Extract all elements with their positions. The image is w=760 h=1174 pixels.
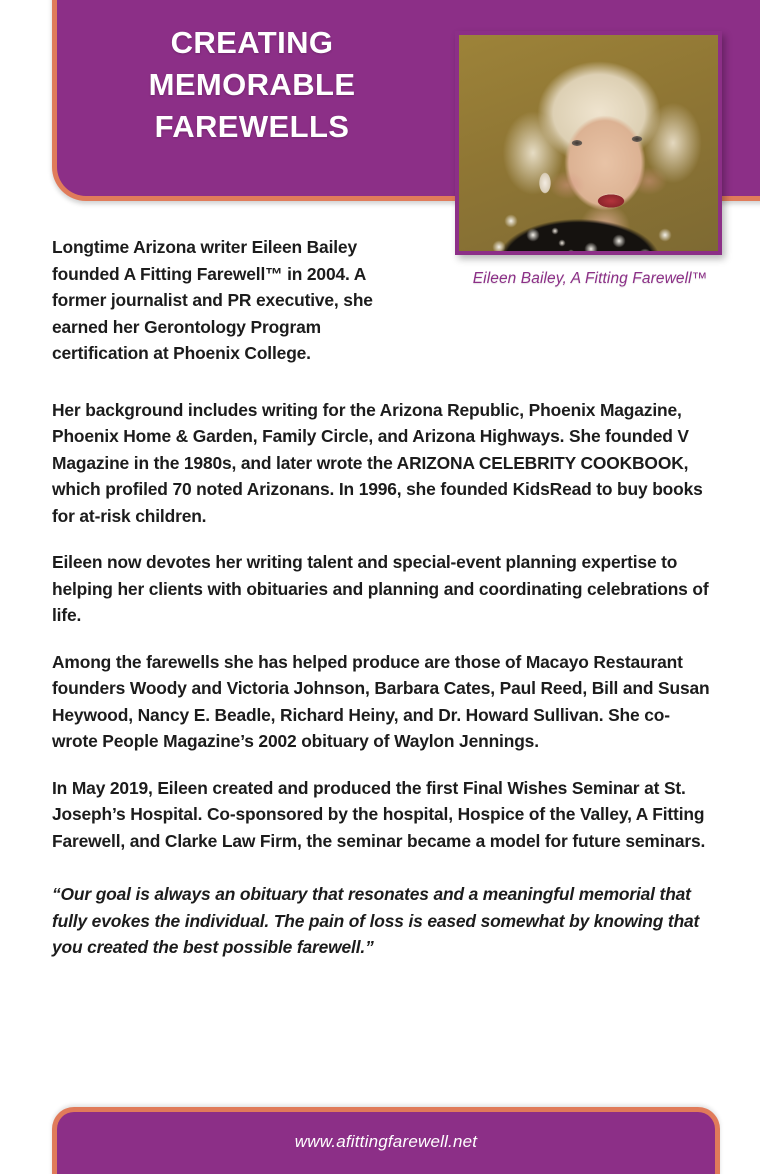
page-title xyxy=(52,22,452,148)
portrait-photo xyxy=(455,31,722,255)
portrait-caption: Eileen Bailey, A Fitting Farewell™ xyxy=(472,270,708,287)
footer-bar xyxy=(52,1107,720,1174)
paragraph-background: Her background includes writing for the Arizona Republic, Phoenix Magazine, Phoenix Home & Garden, Family Circle, and Arizona Highways. She founded V Magazine in the 1980s, and later wrote the ARIZONA CELEBRITY COOKBOOK, which profiled 70 noted Arizonans. In 1996, she founded KidsRead to buy books for at-risk children. xyxy=(52,399,703,526)
paragraph-seminar: In May 2019, Eileen created and produced the first Final Wishes Seminar at St. Joseph’s Hospital. Co-sponsored by the hospital, Hospice of the Valley, A Fitting Farewell, and Clarke Law Firm, the seminar became a model for future seminars. xyxy=(52,777,706,851)
page-title-line-1: CREATING xyxy=(170,25,334,60)
pull-quote: “Our goal is always an obituary that resonates and a meaningful memorial that fully evokes the individual. The pain of loss is eased somewhat by knowing that you created the best possible farewell.” xyxy=(52,884,700,957)
page-title-line-3: FAREWELLS xyxy=(154,109,350,144)
portrait-image xyxy=(459,35,718,251)
paragraph-intro: Longtime Arizona writer Eileen Bailey founded A Fitting Farewell™ in 2004. A former journalist and PR executive, she earned her Gerontology Program certification at Phoenix College. xyxy=(52,237,373,363)
page-title-line-2: MEMORABLE xyxy=(148,67,356,102)
body-copy xyxy=(52,234,712,961)
website-url[interactable]: www.afittingfarewell.net xyxy=(294,1132,478,1151)
paragraph-services: Eileen now devotes her writing talent and special-event planning expertise to helping her clients with obituaries and planning and coordinating celebrations of life. xyxy=(52,552,709,625)
paragraph-clients: Among the farewells she has helped produce are those of Macayo Restaurant founders Woody and Victoria Johnson, Barbara Cates, Paul Reed, Bill and Susan Heywood, Nancy E. Beadle, Richard Heiny, and Dr. Howard Sullivan. She co-wrote People Magazine’s 2002 obituary of Waylon Jennings. xyxy=(52,651,710,751)
